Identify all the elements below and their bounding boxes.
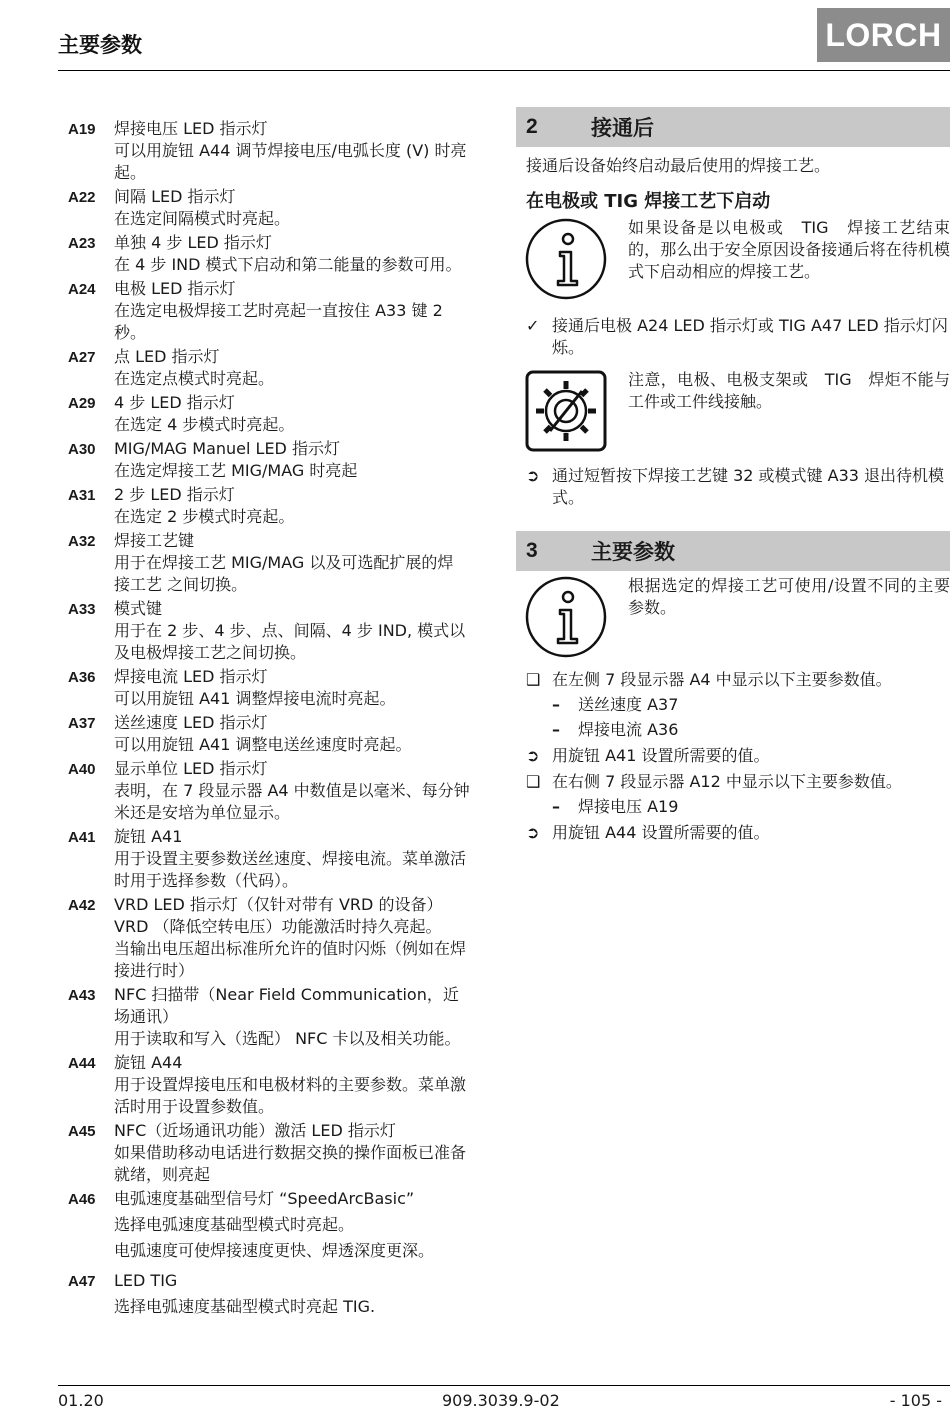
component-line: 表明，在 7 段显示器 A4 中数值是以毫米、每分钟 xyxy=(114,781,470,800)
component-description xyxy=(114,826,498,892)
component-line: 电弧速度可使焊接速度更快、焊透深度更深。 xyxy=(114,1241,435,1260)
action-step-text: 通过短暂按下焊接工艺键 32 或模式键 A33 退出待机模式。 xyxy=(552,466,945,507)
component-line: 在选定焊接工艺 MIG/MAG 时亮起 xyxy=(114,461,358,480)
info-notice-2 xyxy=(516,575,950,659)
component-code: A19 xyxy=(68,121,96,138)
component-item xyxy=(68,1052,498,1118)
section-3-step xyxy=(516,669,950,691)
component-description xyxy=(114,712,498,756)
component-code: A27 xyxy=(68,349,96,366)
section-3-steps xyxy=(516,669,950,844)
section-3-sub-item xyxy=(516,694,950,716)
component-description xyxy=(114,530,498,596)
component-list xyxy=(68,118,498,1326)
gear-warning-icon xyxy=(524,369,608,453)
component-item xyxy=(68,984,498,1050)
component-line: 场通讯） xyxy=(114,1007,179,1026)
check-result xyxy=(516,315,950,359)
component-line: 在选定 2 步模式时亮起。 xyxy=(114,507,295,526)
section-3-step-text: 用旋钮 A44 设置所需要的值。 xyxy=(552,823,770,842)
component-line: 可以用旋钮 A41 调整焊接电流时亮起。 xyxy=(114,689,396,708)
component-line: 用于读取和写入（选配） NFC 卡以及相关功能。 xyxy=(114,1029,461,1048)
component-code: A36 xyxy=(68,669,96,686)
section-3-step xyxy=(516,771,950,793)
component-line: 送丝速度 LED 指示灯 xyxy=(114,713,268,732)
component-line: 如果借助移动电话进行数据交换的操作面板已准备 xyxy=(114,1143,467,1162)
section-3-sub-item-text: 送丝速度 A37 xyxy=(578,695,679,714)
component-line: 米还是安培为单位显示。 xyxy=(114,803,291,822)
section-3-sub-item xyxy=(516,719,950,741)
section-3-step-text: 用旋钮 A41 设置所需要的值。 xyxy=(552,746,770,765)
component-line: 在选定间隔模式时亮起。 xyxy=(114,209,291,228)
component-code: A37 xyxy=(68,715,96,732)
section-3-step xyxy=(516,745,950,767)
component-code: A42 xyxy=(68,897,96,914)
component-line: 接进行时） xyxy=(114,961,195,980)
component-description xyxy=(114,484,498,528)
checkbox-icon: ❑ xyxy=(526,670,541,689)
dash-bullet: – xyxy=(552,797,560,816)
component-line: 旋钮 A41 xyxy=(114,827,183,846)
component-description xyxy=(114,392,498,436)
component-code: A32 xyxy=(68,533,96,550)
section-3-sub-item-text: 焊接电流 A36 xyxy=(578,720,679,739)
component-code: A41 xyxy=(68,829,96,846)
component-code: A30 xyxy=(68,441,96,458)
info-notice-1-text: 如果设备是以电极或 TIG 焊接工艺结束的，那么出于安全原因设备接通后将在待机模式下启动相应的焊接工艺。 xyxy=(628,218,950,281)
section-2-subheading: 在电极或 TIG 焊接工艺下启动 xyxy=(526,191,771,212)
component-line: 选择电弧速度基础型模式时亮起。 xyxy=(114,1215,355,1234)
info-notice-2-text: 根据选定的焊接工艺可使用/设置不同的主要参数。 xyxy=(628,576,950,617)
component-line: 焊接电压 LED 指示灯 xyxy=(114,119,268,138)
component-line: 起。 xyxy=(114,163,147,182)
component-item xyxy=(68,484,498,528)
component-code: A29 xyxy=(68,395,96,412)
component-line: 焊接电流 LED 指示灯 xyxy=(114,667,268,686)
arrow-action-icon: ➲ xyxy=(526,466,540,485)
component-line: 接工艺 之间切换。 xyxy=(114,575,248,594)
section-3-number: 3 xyxy=(526,539,538,562)
component-description xyxy=(114,278,498,344)
arrow-action-icon: ➲ xyxy=(526,823,540,842)
component-line: 时用于选择参数（代码）。 xyxy=(114,871,299,890)
component-line: 用于设置主要参数送丝速度、焊接电流。菜单激活 xyxy=(114,849,467,868)
component-line: 电极 LED 指示灯 xyxy=(114,279,236,298)
warning-notice-text: 注意，电极、电极支架或 TIG 焊炬不能与工件或工件线接触。 xyxy=(628,370,950,411)
component-line: 及电极焊接工艺之间切换。 xyxy=(114,643,307,662)
component-item xyxy=(68,392,498,436)
component-line: 当输出电压超出标准所允许的值时闪烁（例如在焊 xyxy=(114,939,467,958)
component-line: 在 4 步 IND 模式下启动和第二能量的参数可用。 xyxy=(114,255,462,274)
section-3-heading xyxy=(516,531,950,571)
component-line: 单独 4 步 LED 指示灯 xyxy=(114,233,272,252)
component-line: VRD （降低空转电压）功能激活时持久亮起。 xyxy=(114,917,442,936)
component-code: A23 xyxy=(68,235,96,252)
component-line: 选择电弧速度基础型模式时亮起 TIG. xyxy=(114,1297,376,1316)
section-3-sub-item-text: 焊接电压 A19 xyxy=(578,797,679,816)
component-code: A31 xyxy=(68,487,96,504)
component-code: A44 xyxy=(68,1055,96,1072)
component-line: MIG/MAG Manuel LED 指示灯 xyxy=(114,439,340,458)
header-divider xyxy=(58,70,950,71)
dash-bullet: – xyxy=(552,720,560,739)
section-3-sub-item xyxy=(516,796,950,818)
component-item xyxy=(68,186,498,230)
component-description xyxy=(114,894,498,982)
component-description xyxy=(114,1270,498,1318)
action-step xyxy=(516,465,950,509)
component-line: 秒。 xyxy=(114,323,147,342)
component-description xyxy=(114,232,498,276)
component-line: 电弧速度基础型信号灯 “SpeedArcBasic” xyxy=(114,1189,415,1208)
info-notice-1 xyxy=(516,217,950,301)
footer-divider xyxy=(58,1385,950,1386)
component-line: VRD LED 指示灯（仅针对带有 VRD 的设备） xyxy=(114,895,443,914)
info-icon xyxy=(524,575,608,659)
component-line: 2 步 LED 指示灯 xyxy=(114,485,235,504)
component-code: A46 xyxy=(68,1191,96,1208)
component-item xyxy=(68,1120,498,1186)
component-item xyxy=(68,118,498,184)
component-description xyxy=(114,984,498,1050)
component-code: A45 xyxy=(68,1123,96,1140)
section-2-number: 2 xyxy=(526,115,538,138)
lorch-logo: LORCH xyxy=(817,8,950,62)
info-icon xyxy=(524,217,608,301)
check-result-text: 接通后电极 A24 LED 指示灯或 TIG A47 LED 指示灯闪烁。 xyxy=(552,316,948,357)
component-description xyxy=(114,598,498,664)
component-line: 间隔 LED 指示灯 xyxy=(114,187,236,206)
component-item xyxy=(68,232,498,276)
section-2-intro: 接通后设备始终启动最后使用的焊接工艺。 xyxy=(526,156,831,175)
component-code: A22 xyxy=(68,189,96,206)
component-description xyxy=(114,1120,498,1186)
page-header-title: 主要参数 xyxy=(58,33,142,57)
component-line: 模式键 xyxy=(114,599,163,618)
checkbox-icon: ❑ xyxy=(526,772,541,791)
component-line: 点 LED 指示灯 xyxy=(114,347,220,366)
footer-date: 01.20 xyxy=(58,1391,104,1410)
component-line: NFC 扫描带（Near Field Communication，近 xyxy=(114,985,459,1004)
component-item xyxy=(68,894,498,982)
component-item xyxy=(68,278,498,344)
component-line: 可以用旋钮 A44 调节焊接电压/电弧长度 (V) 时亮 xyxy=(114,141,467,160)
component-line: NFC（近场通讯功能）激活 LED 指示灯 xyxy=(114,1121,396,1140)
footer-doc-number: 909.3039.9-02 xyxy=(442,1391,560,1410)
arrow-action-icon: ➲ xyxy=(526,746,540,765)
component-line: 显示单位 LED 指示灯 xyxy=(114,759,268,778)
section-3-step-text: 在右侧 7 段显示器 A12 中显示以下主要参数值。 xyxy=(552,772,902,791)
component-item xyxy=(68,438,498,482)
component-line: 可以用旋钮 A41 调整电送丝速度时亮起。 xyxy=(114,735,412,754)
component-item xyxy=(68,712,498,756)
component-item xyxy=(68,1188,498,1262)
component-item xyxy=(68,346,498,390)
component-description xyxy=(114,666,498,710)
component-line: 旋钮 A44 xyxy=(114,1053,183,1072)
component-line: 活时用于设置参数值。 xyxy=(114,1097,275,1116)
component-line: 在选定 4 步模式时亮起。 xyxy=(114,415,295,434)
component-description xyxy=(114,1052,498,1118)
component-line: 在选定电极焊接工艺时亮起一直按住 A33 键 2 xyxy=(114,301,443,320)
checkmark-icon: ✓ xyxy=(526,316,540,335)
component-item xyxy=(68,826,498,892)
component-line: 用于设置焊接电压和电极材料的主要参数。菜单激 xyxy=(114,1075,467,1094)
component-description xyxy=(114,438,498,482)
component-item xyxy=(68,758,498,824)
section-2-title: 接通后 xyxy=(591,116,654,140)
component-line: 4 步 LED 指示灯 xyxy=(114,393,235,412)
section-2-heading xyxy=(516,107,950,147)
component-line: 在选定点模式时亮起。 xyxy=(114,369,275,388)
component-description xyxy=(114,1188,498,1262)
section-3-title: 主要参数 xyxy=(591,540,675,564)
component-item xyxy=(68,530,498,596)
component-line: 用于在 2 步、4 步、点、间隔、4 步 IND, 模式以 xyxy=(114,621,466,640)
dash-bullet: – xyxy=(552,695,560,714)
component-code: A43 xyxy=(68,987,96,1004)
component-code: A47 xyxy=(68,1273,96,1290)
section-3-step-text: 在左侧 7 段显示器 A4 中显示以下主要参数值。 xyxy=(552,670,892,689)
right-column xyxy=(516,107,950,844)
component-line: LED TIG xyxy=(114,1271,178,1290)
component-item xyxy=(68,666,498,710)
component-item xyxy=(68,598,498,664)
component-code: A40 xyxy=(68,761,96,778)
component-line: 用于在焊接工艺 MIG/MAG 以及可选配扩展的焊 xyxy=(114,553,454,572)
footer-page-number: - 105 - xyxy=(889,1391,942,1410)
component-description xyxy=(114,758,498,824)
component-description xyxy=(114,186,498,230)
component-code: A33 xyxy=(68,601,96,618)
component-item xyxy=(68,1270,498,1318)
component-line: 就绪，则亮起 xyxy=(114,1165,211,1184)
warning-notice xyxy=(516,369,950,453)
component-description xyxy=(114,118,498,184)
section-3-step xyxy=(516,822,950,844)
component-description xyxy=(114,346,498,390)
component-code: A24 xyxy=(68,281,96,298)
component-line: 焊接工艺键 xyxy=(114,531,195,550)
